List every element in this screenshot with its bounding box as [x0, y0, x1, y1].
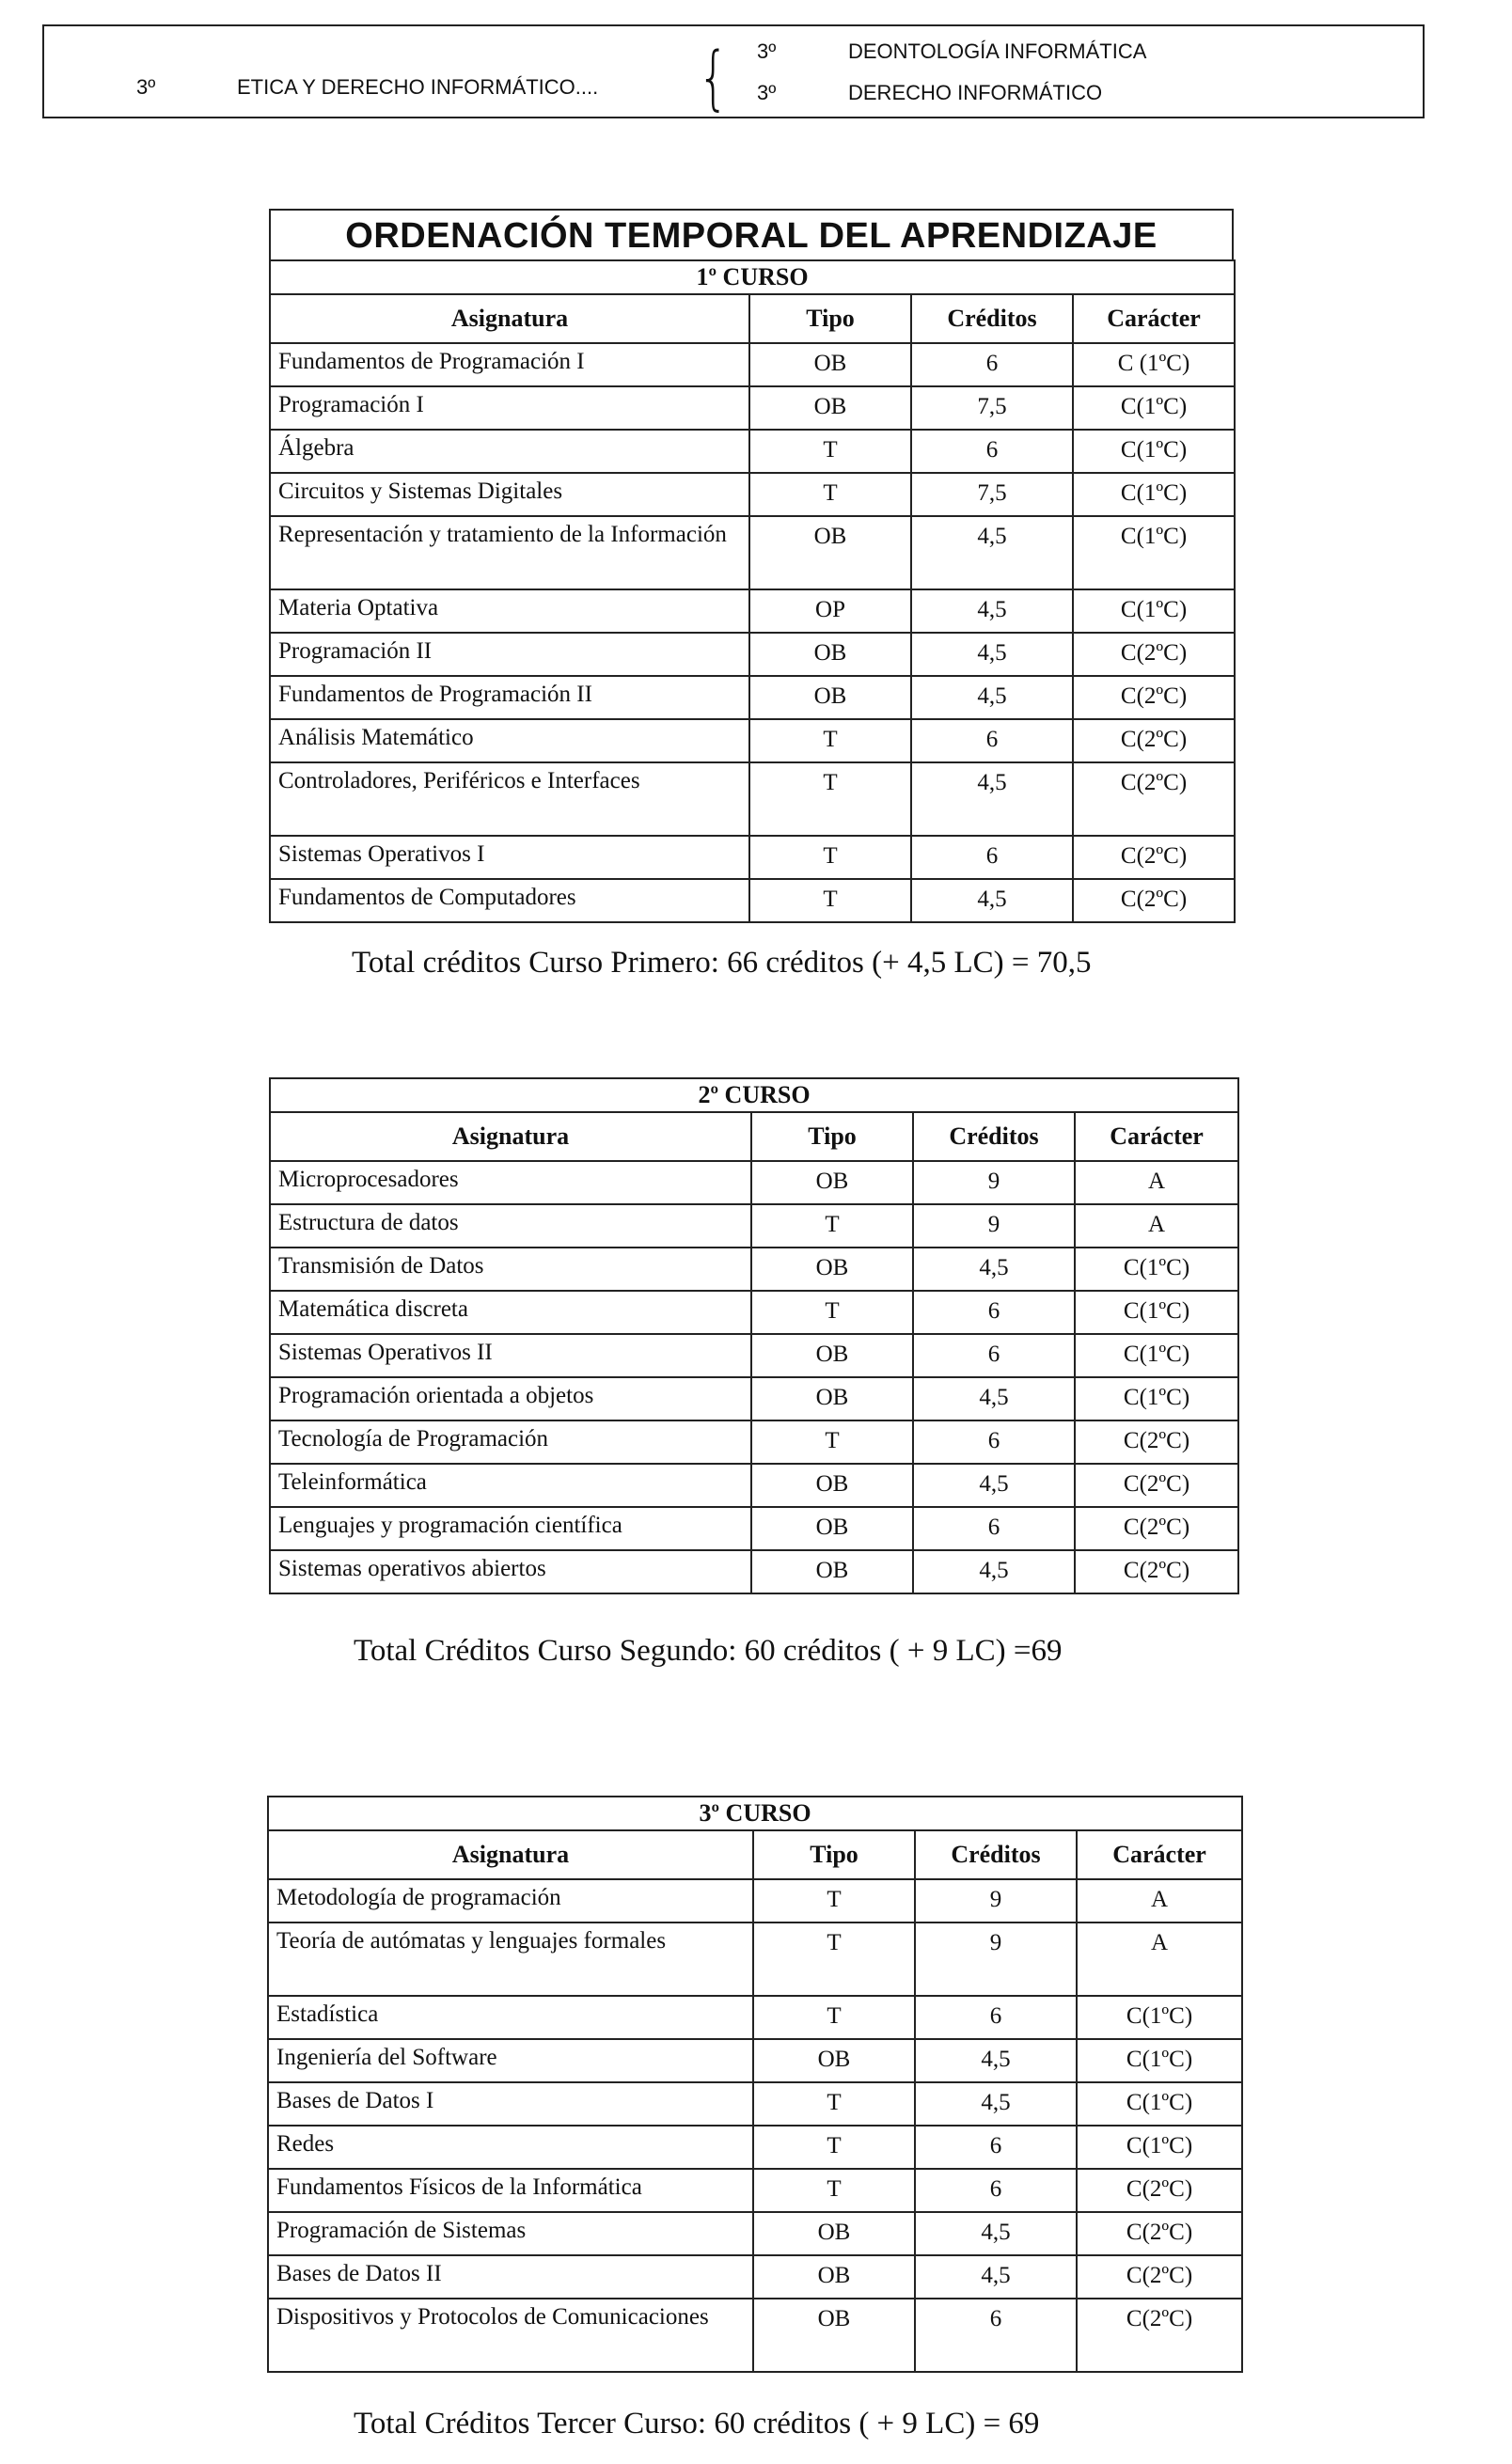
header-caracter: Carácter — [1077, 1830, 1242, 1879]
cell-creditos: 6 — [911, 430, 1073, 473]
course-2-total: Total Créditos Curso Segundo: 60 créditos ( + 9 LC) =69 — [354, 1634, 1063, 1668]
cell-asignatura: Transmisión de Datos — [270, 1248, 751, 1291]
cell-caracter: C(1ºC) — [1073, 430, 1235, 473]
cell-tipo: T — [753, 2169, 915, 2212]
cell-creditos: 9 — [915, 1879, 1077, 1923]
table-row — [270, 633, 1235, 676]
table-row — [270, 762, 1235, 836]
cell-tipo: OB — [751, 1248, 913, 1291]
cell-asignatura: Dispositivos y Protocolos de Comunicaciones — [268, 2299, 753, 2372]
curso-title-row — [270, 1078, 1238, 1112]
course-3-total: Total Créditos Tercer Curso: 60 créditos ( + 9 LC) = 69 — [354, 2407, 1040, 2440]
table-row — [270, 1161, 1238, 1204]
header-caracter: Carácter — [1075, 1112, 1238, 1161]
cell-tipo: OP — [749, 589, 911, 633]
table-row — [268, 2212, 1242, 2255]
cell-creditos: 6 — [911, 343, 1073, 386]
table-row — [268, 2255, 1242, 2299]
cell-asignatura: Fundamentos de Programación I — [270, 343, 749, 386]
cell-asignatura: Tecnología de Programación — [270, 1420, 751, 1464]
cell-asignatura: Sistemas operativos abiertos — [270, 1550, 751, 1593]
cell-asignatura: Representación y tratamiento de la Información — [270, 516, 749, 589]
course-1-table — [269, 259, 1236, 923]
right-subject-2: DERECHO INFORMÁTICO — [848, 81, 1103, 104]
cell-caracter: C(1ºC) — [1075, 1248, 1238, 1291]
cell-asignatura: Metodología de programación — [268, 1879, 753, 1923]
cell-caracter: A — [1077, 1923, 1242, 1996]
cell-asignatura: Ingeniería del Software — [268, 2039, 753, 2082]
cell-creditos: 4,5 — [911, 762, 1073, 836]
cell-creditos: 6 — [913, 1334, 1075, 1377]
cell-tipo: T — [753, 2126, 915, 2169]
header-asignatura: Asignatura — [270, 1112, 751, 1161]
cell-asignatura: Teleinformática — [270, 1464, 751, 1507]
cell-asignatura: Fundamentos Físicos de la Informática — [268, 2169, 753, 2212]
cell-tipo: T — [749, 430, 911, 473]
cell-tipo: T — [751, 1204, 913, 1248]
cell-asignatura: Fundamentos de Computadores — [270, 879, 749, 922]
curso-title-row — [270, 260, 1235, 294]
table-row — [270, 676, 1235, 719]
cell-caracter: C(1ºC) — [1073, 473, 1235, 516]
cell-tipo: OB — [749, 343, 911, 386]
cell-asignatura: Circuitos y Sistemas Digitales — [270, 473, 749, 516]
table-row — [270, 343, 1235, 386]
cell-tipo: OB — [753, 2039, 915, 2082]
cell-creditos: 6 — [915, 1996, 1077, 2039]
cell-tipo: OB — [751, 1464, 913, 1507]
table-row — [268, 2299, 1242, 2372]
cell-tipo: T — [751, 1291, 913, 1334]
cell-caracter: C(2ºC) — [1075, 1464, 1238, 1507]
cell-asignatura: Bases de Datos II — [268, 2255, 753, 2299]
cell-caracter: C(1ºC) — [1075, 1291, 1238, 1334]
cell-caracter: C(1ºC) — [1077, 2039, 1242, 2082]
left-subject: ETICA Y DERECHO INFORMÁTICO.... — [237, 75, 599, 99]
cell-creditos: 9 — [915, 1923, 1077, 1996]
table-row — [270, 473, 1235, 516]
cell-caracter: C(2ºC) — [1073, 633, 1235, 676]
header-creditos: Créditos — [911, 294, 1073, 343]
cell-caracter: C(2ºC) — [1075, 1420, 1238, 1464]
cell-caracter: C(1ºC) — [1077, 1996, 1242, 2039]
header-tipo: Tipo — [753, 1830, 915, 1879]
course-2-body — [270, 1078, 1238, 1593]
table-row — [270, 1507, 1238, 1550]
cell-creditos: 6 — [915, 2299, 1077, 2372]
table-row — [268, 2039, 1242, 2082]
cell-creditos: 6 — [915, 2126, 1077, 2169]
table-row — [268, 1879, 1242, 1923]
cell-caracter: C(1ºC) — [1077, 2126, 1242, 2169]
cell-creditos: 4,5 — [911, 516, 1073, 589]
table-row — [270, 1377, 1238, 1420]
header-caracter: Carácter — [1073, 294, 1235, 343]
header-creditos: Créditos — [915, 1830, 1077, 1879]
cell-asignatura: Programación de Sistemas — [268, 2212, 753, 2255]
cell-asignatura: Sistemas Operativos II — [270, 1334, 751, 1377]
cell-creditos: 4,5 — [913, 1248, 1075, 1291]
left-year: 3º — [136, 75, 156, 99]
cell-creditos: 4,5 — [915, 2255, 1077, 2299]
cell-tipo: OB — [753, 2212, 915, 2255]
cell-caracter: C(2ºC) — [1073, 676, 1235, 719]
cell-tipo: T — [749, 879, 911, 922]
cell-creditos: 4,5 — [911, 589, 1073, 633]
course-1-body — [270, 260, 1235, 922]
cell-creditos: 6 — [913, 1420, 1075, 1464]
cell-tipo: OB — [751, 1334, 913, 1377]
course-1-total: Total créditos Curso Primero: 66 créditos (+ 4,5 LC) = 70,5 — [352, 946, 1092, 980]
table-row — [270, 879, 1235, 922]
cell-creditos: 7,5 — [911, 473, 1073, 516]
table-row — [270, 516, 1235, 589]
cell-creditos: 4,5 — [911, 676, 1073, 719]
table-row — [270, 386, 1235, 430]
cell-creditos: 6 — [915, 2169, 1077, 2212]
cell-creditos: 4,5 — [913, 1550, 1075, 1593]
table-row — [268, 2082, 1242, 2126]
table-row — [270, 1550, 1238, 1593]
main-title: ORDENACIÓN TEMPORAL DEL APRENDIZAJE — [269, 209, 1234, 261]
right-year-1: 3º — [757, 39, 777, 63]
table-row — [270, 430, 1235, 473]
cell-tipo: OB — [751, 1377, 913, 1420]
cell-tipo: OB — [751, 1550, 913, 1593]
cell-tipo: OB — [751, 1161, 913, 1204]
header-asignatura: Asignatura — [270, 294, 749, 343]
course-3-body — [268, 1797, 1242, 2372]
cell-asignatura: Teoría de autómatas y lenguajes formales — [268, 1923, 753, 1996]
cell-tipo: OB — [749, 676, 911, 719]
cell-caracter: C(2ºC) — [1073, 719, 1235, 762]
header-asignatura: Asignatura — [268, 1830, 753, 1879]
cell-tipo: T — [749, 762, 911, 836]
table-row — [270, 1248, 1238, 1291]
cell-creditos: 4,5 — [911, 879, 1073, 922]
cell-creditos: 4,5 — [915, 2039, 1077, 2082]
cell-creditos: 4,5 — [911, 633, 1073, 676]
cell-tipo: T — [749, 719, 911, 762]
table-row — [270, 836, 1235, 879]
cell-creditos: 6 — [913, 1291, 1075, 1334]
curso-title: 1º CURSO — [270, 260, 1235, 294]
cell-tipo: T — [753, 2082, 915, 2126]
cell-tipo: T — [753, 1996, 915, 2039]
header-row — [268, 1830, 1242, 1879]
course-2-table — [269, 1077, 1239, 1594]
header-tipo: Tipo — [749, 294, 911, 343]
header-tipo: Tipo — [751, 1112, 913, 1161]
cell-creditos: 4,5 — [915, 2082, 1077, 2126]
cell-caracter: C(2ºC) — [1075, 1550, 1238, 1593]
cell-creditos: 9 — [913, 1204, 1075, 1248]
cell-asignatura: Estructura de datos — [270, 1204, 751, 1248]
cell-asignatura: Microprocesadores — [270, 1161, 751, 1204]
cell-caracter: C (1ºC) — [1073, 343, 1235, 386]
cell-creditos: 4,5 — [915, 2212, 1077, 2255]
table-row — [270, 589, 1235, 633]
table-row — [268, 2126, 1242, 2169]
cell-creditos: 6 — [911, 719, 1073, 762]
cell-caracter: A — [1075, 1161, 1238, 1204]
cell-asignatura: Análisis Matemático — [270, 719, 749, 762]
cell-tipo: T — [751, 1420, 913, 1464]
table-row — [270, 1420, 1238, 1464]
table-row — [268, 1923, 1242, 1996]
cell-caracter: C(2ºC) — [1073, 836, 1235, 879]
header-creditos: Créditos — [913, 1112, 1075, 1161]
cell-caracter: C(2ºC) — [1077, 2299, 1242, 2372]
curso-title-row — [268, 1797, 1242, 1830]
cell-caracter: C(1ºC) — [1073, 589, 1235, 633]
cell-asignatura: Programación I — [270, 386, 749, 430]
cell-asignatura: Matemática discreta — [270, 1291, 751, 1334]
cell-asignatura: Álgebra — [270, 430, 749, 473]
cell-asignatura: Fundamentos de Programación II — [270, 676, 749, 719]
header-row — [270, 294, 1235, 343]
cell-caracter: C(1ºC) — [1073, 386, 1235, 430]
cell-tipo: OB — [753, 2255, 915, 2299]
right-subject-1: DEONTOLOGÍA INFORMÁTICA — [848, 39, 1147, 63]
cell-asignatura: Lenguajes y programación científica — [270, 1507, 751, 1550]
course-3-table — [267, 1796, 1243, 2373]
table-row — [268, 1996, 1242, 2039]
cell-asignatura: Estadística — [268, 1996, 753, 2039]
cell-creditos: 4,5 — [913, 1377, 1075, 1420]
cell-asignatura: Redes — [268, 2126, 753, 2169]
cell-creditos: 4,5 — [913, 1464, 1075, 1507]
cell-tipo: T — [753, 1879, 915, 1923]
cell-tipo: OB — [749, 516, 911, 589]
cell-caracter: C(2ºC) — [1075, 1507, 1238, 1550]
cell-asignatura: Programación II — [270, 633, 749, 676]
cell-asignatura: Materia Optativa — [270, 589, 749, 633]
cell-caracter: C(2ºC) — [1077, 2169, 1242, 2212]
table-row — [270, 1464, 1238, 1507]
top-subject-box — [42, 24, 1425, 118]
cell-creditos: 7,5 — [911, 386, 1073, 430]
cell-creditos: 6 — [911, 836, 1073, 879]
cell-asignatura: Programación orientada a objetos — [270, 1377, 751, 1420]
cell-caracter: C(2ºC) — [1073, 879, 1235, 922]
header-row — [270, 1112, 1238, 1161]
cell-caracter: C(2ºC) — [1077, 2212, 1242, 2255]
brace: { — [698, 38, 730, 118]
table-row — [268, 2169, 1242, 2212]
cell-caracter: C(1ºC) — [1075, 1334, 1238, 1377]
cell-asignatura: Bases de Datos I — [268, 2082, 753, 2126]
cell-caracter: C(2ºC) — [1073, 762, 1235, 836]
cell-tipo: OB — [749, 633, 911, 676]
table-row — [270, 1204, 1238, 1248]
cell-caracter: C(1ºC) — [1073, 516, 1235, 589]
cell-tipo: OB — [749, 386, 911, 430]
curso-title: 3º CURSO — [268, 1797, 1242, 1830]
cell-creditos: 9 — [913, 1161, 1075, 1204]
cell-tipo: T — [749, 473, 911, 516]
cell-tipo: T — [749, 836, 911, 879]
cell-caracter: C(2ºC) — [1077, 2255, 1242, 2299]
cell-creditos: 6 — [913, 1507, 1075, 1550]
right-year-2: 3º — [757, 81, 777, 104]
table-row — [270, 1334, 1238, 1377]
cell-tipo: OB — [753, 2299, 915, 2372]
cell-caracter: C(1ºC) — [1077, 2082, 1242, 2126]
cell-tipo: T — [753, 1923, 915, 1996]
cell-caracter: C(1ºC) — [1075, 1377, 1238, 1420]
cell-caracter: A — [1077, 1879, 1242, 1923]
cell-tipo: OB — [751, 1507, 913, 1550]
curso-title: 2º CURSO — [270, 1078, 1238, 1112]
cell-asignatura: Sistemas Operativos I — [270, 836, 749, 879]
cell-caracter: A — [1075, 1204, 1238, 1248]
table-row — [270, 1291, 1238, 1334]
cell-asignatura: Controladores, Periféricos e Interfaces — [270, 762, 749, 836]
table-row — [270, 719, 1235, 762]
